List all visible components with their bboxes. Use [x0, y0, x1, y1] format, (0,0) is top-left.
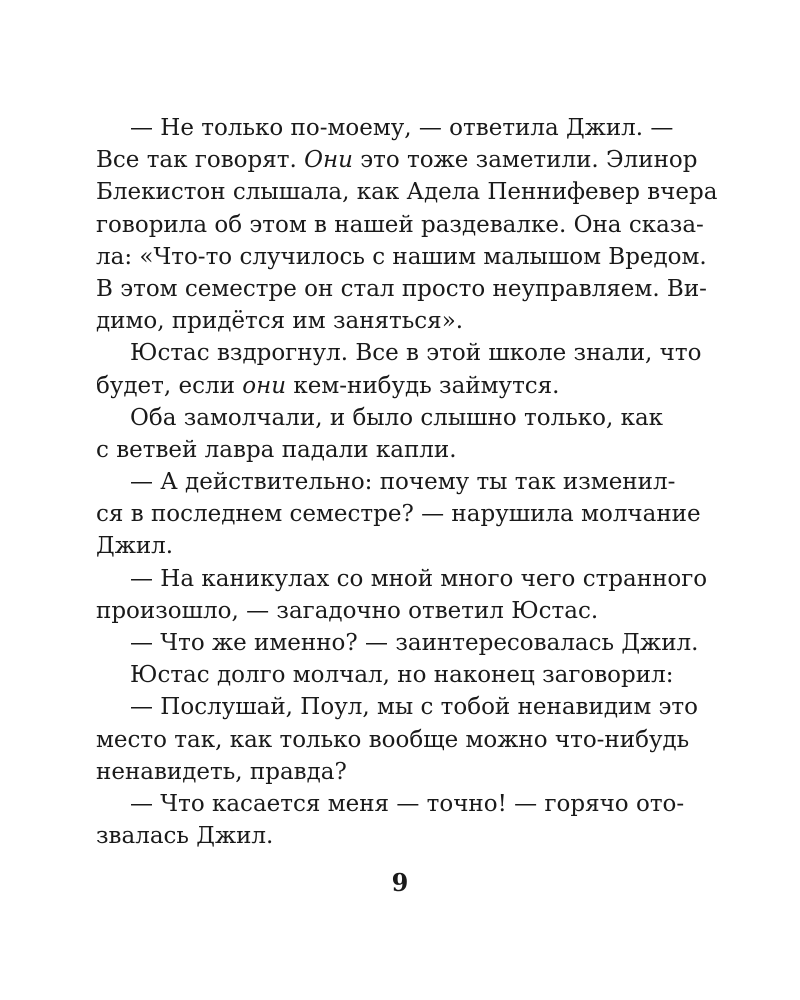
emphasis-text: они [242, 372, 287, 399]
text-line: — Что касается меня — точно! — горячо ото- [130, 790, 685, 817]
text-line: произошло, — загадочно ответил Юстас. [96, 597, 599, 624]
text-line: ся в последнем семестре? — нарушила молчание [96, 501, 701, 528]
text-line: — Послушай, Поул, мы с тобой ненавидим это [130, 694, 698, 721]
text-line: с ветвей лавра падали капли. [96, 436, 457, 463]
text-line: — А действительно: почему ты так изменил- [130, 469, 676, 496]
text-line: Юстас вздрогнул. Все в этой школе знали, что [130, 340, 702, 367]
text-line: ненавидеть, правда? [96, 758, 347, 785]
text-span: будет, если [96, 372, 235, 399]
text-line: димо, придётся им заняться». [96, 308, 464, 335]
emphasis-text: Они [304, 147, 353, 174]
text-line: — Не только по-моему, — ответила Джил. — [130, 115, 674, 141]
page-number: 9 [391, 868, 409, 897]
text-span: это тоже заметили. Элинор [360, 147, 698, 174]
text-span: Все так говорят. [96, 147, 297, 174]
text-line [96, 370, 656, 402]
text-line: говорила об этом в нашей раздевалке. Она сказа- [96, 211, 704, 238]
text-line: Джил. [96, 533, 174, 560]
text-line: Юстас долго молчал, но наконец заговорил: [130, 662, 674, 689]
text-line: место так, как только вообще можно что-нибудь [96, 726, 690, 753]
text-span: кем-нибудь займутся. [293, 372, 560, 399]
text-line: ла: «Что-то случилось с нашим малышом Вредом. [96, 243, 707, 270]
text-line: звалась Джил. [96, 823, 274, 850]
text-line: Оба замолчали, и было слышно только, как [130, 404, 664, 431]
text-line: Блекистон слышала, как Адела Пеннифевер вчера [96, 179, 718, 206]
text-line [96, 144, 698, 176]
text-line: В этом семестре он стал просто неуправляем. Ви- [96, 275, 707, 302]
body-text [96, 112, 718, 852]
text-line: — Что же именно? — заинтересовалась Джил. [130, 630, 699, 656]
text-line: — На каникулах со мной много чего странного [130, 565, 708, 592]
